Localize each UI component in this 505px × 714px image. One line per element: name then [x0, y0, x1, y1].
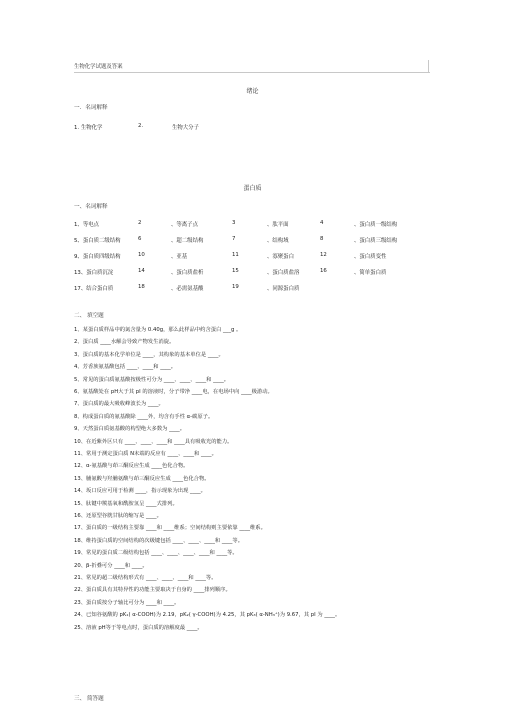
- terms-row: [74, 268, 434, 276]
- term-cell: 5、蛋白质二级结构: [74, 238, 121, 244]
- fill-question: 16、还原型谷胱甘肽的缩写是 ____。: [74, 513, 162, 519]
- intro-heading: 绪论: [246, 88, 259, 95]
- terms-row: [74, 284, 434, 292]
- fill-question: 25、溶液 pH等于等电点时，蛋白质的溶解度最 ____。: [74, 624, 203, 631]
- term-cell: 、必需氨基酸: [171, 286, 204, 292]
- intro-term-2: 生物大分子: [172, 125, 199, 131]
- term-cell: 11: [232, 252, 239, 258]
- term-cell: 8: [320, 236, 324, 242]
- fill-question: 17、蛋白质的一级结构主要靠 ____和 ____维系；空间结构则主要依靠 ____维系。: [74, 525, 266, 532]
- term-cell: 9、蛋白质四级结构: [74, 254, 121, 260]
- term-cell: 4: [320, 220, 324, 226]
- protein-section-short: 三、 简答题: [74, 696, 104, 702]
- term-cell: 、肽平面: [267, 222, 289, 228]
- term-cell: 7: [232, 236, 236, 242]
- term-cell: 、蛋白质盐析: [171, 270, 204, 276]
- fill-question: 13、脯氨酸与羟脯氨酸与茚三酮反应生成 ____色化合物。: [74, 475, 210, 482]
- term-cell: 17、结合蛋白质: [74, 286, 114, 292]
- term-cell: 1、等电点: [74, 222, 99, 228]
- term-cell: 10: [138, 252, 145, 258]
- term-cell: 、等离子点: [171, 222, 198, 228]
- term-cell: 、蛋白质三级结构: [354, 238, 398, 244]
- fill-question: 8、构成蛋白质的氨基酸除 ____外，均含有手性 α-碳原子。: [74, 413, 214, 420]
- term-cell: 、同源蛋白质: [267, 286, 300, 292]
- header-rule-tick: [428, 60, 429, 72]
- term-cell: 19: [232, 284, 239, 290]
- term-cell: 2: [138, 220, 142, 226]
- fill-question: 23、蛋白质按分子轴比可分为 ____和 ____。: [74, 599, 180, 606]
- term-cell: 、亚基: [171, 254, 188, 260]
- term-cell: 、蛋白质盐溶: [267, 270, 300, 276]
- term-cell: 12: [320, 252, 327, 258]
- terms-row: [74, 236, 434, 244]
- intro-section-heading: 一．名词解释: [74, 105, 108, 111]
- term-cell: 3: [232, 220, 236, 226]
- term-cell: 、超二级结构: [171, 238, 204, 244]
- term-cell: 16: [320, 268, 327, 274]
- fill-question: 21、常见的超二级结构形式有 ____、____、____和 ____等。: [74, 575, 217, 581]
- fill-question: 11、常用于测定蛋白质 N末端的反应有 ____、____和 ____。: [74, 451, 217, 457]
- intro-term-1: 1. 生物化学: [74, 125, 103, 131]
- fill-question: 19、常见的蛋白质二级结构包括 ____、____、____、____和 ____等。: [74, 550, 238, 557]
- term-cell: 18: [138, 284, 145, 290]
- terms-row: [74, 220, 434, 228]
- protein-section-fill: 二、 填空题: [74, 313, 104, 319]
- fill-question: 1、某蛋白质样品中的氮含量为 0.40g，那么此样品中约含蛋白 ___g 。: [74, 327, 242, 333]
- term-cell: 、蛋白质一级结构: [354, 222, 398, 228]
- protein-section-terms: 一、名词解释: [74, 204, 108, 210]
- term-cell: 、简单蛋白质: [354, 270, 387, 276]
- fill-question: 18、维持蛋白质的空间结构的次级键包括 ____、____、____和 ____等。: [74, 537, 244, 544]
- protein-heading: 蛋白质: [243, 185, 262, 192]
- fill-question: 22、蛋白质具有其特异性的功能主要取决于自身的 ____排列顺序。: [74, 587, 231, 594]
- intro-term-2-number: 2.: [138, 123, 144, 129]
- fill-question: 15、肽键中羰基氧和酰胺氢呈 ____式排列。: [74, 500, 178, 507]
- fill-question: 7、蛋白质的最大吸收峰波长为 ____。: [74, 401, 164, 408]
- fill-question: 24、已知谷氨酸的 pK₁( α-COOH)为 2.19，pK₂( γ-COOH)为 4.25，其 pK₃( α-NH₃⁺)为 9.67，其 pI 为 ____。: [74, 612, 341, 619]
- fill-question: 4、芳香族氨基酸包括 ____、____和 ____。: [74, 364, 177, 371]
- term-cell: 、结构域: [267, 238, 289, 244]
- fill-question: 20、β-折叠可分 ____和 ____。: [74, 562, 148, 569]
- fill-question: 14、坂口反应可用于检测 ____，指示现象为出现 ____。: [74, 488, 206, 495]
- fill-question: 9、天然蛋白质氨基酸的构型绝大多数为 ____。: [74, 426, 185, 433]
- terms-row: [74, 252, 434, 260]
- term-cell: 6: [138, 236, 142, 242]
- fill-question: 3、蛋白质的基本化学单位是 ____，其构象的基本单位是 ____。: [74, 351, 224, 358]
- term-cell: 、蛋白质变性: [354, 254, 387, 260]
- fill-question: 5、常见的蛋白质氨基酸按极性可分为 ____、____、____和 ____。: [74, 376, 230, 383]
- fill-question: 12、α-氨基酸与茚三酮反应生成 ____色化合物。: [74, 463, 189, 470]
- document-header-title: 生物化学试题及答案: [74, 64, 123, 70]
- term-cell: 13、蛋白质沉淀: [74, 270, 114, 276]
- term-cell: 15: [232, 268, 239, 274]
- term-cell: 、寡聚蛋白: [267, 254, 294, 260]
- fill-question: 10、在近紫外区只有 ____、____、____和 ____具有吸收光的能力。: [74, 438, 233, 445]
- intro-terms-line: [74, 123, 434, 131]
- fill-question: 6、氨基酸处在 pH大于其 pI 的溶液时，分子带净 ____电，在电场中向 ____极游动。: [74, 389, 273, 395]
- header-rule: [74, 72, 430, 73]
- fill-question: 2、蛋白质 ____水解会导致产物发生消旋。: [74, 339, 175, 346]
- term-cell: 14: [138, 268, 145, 274]
